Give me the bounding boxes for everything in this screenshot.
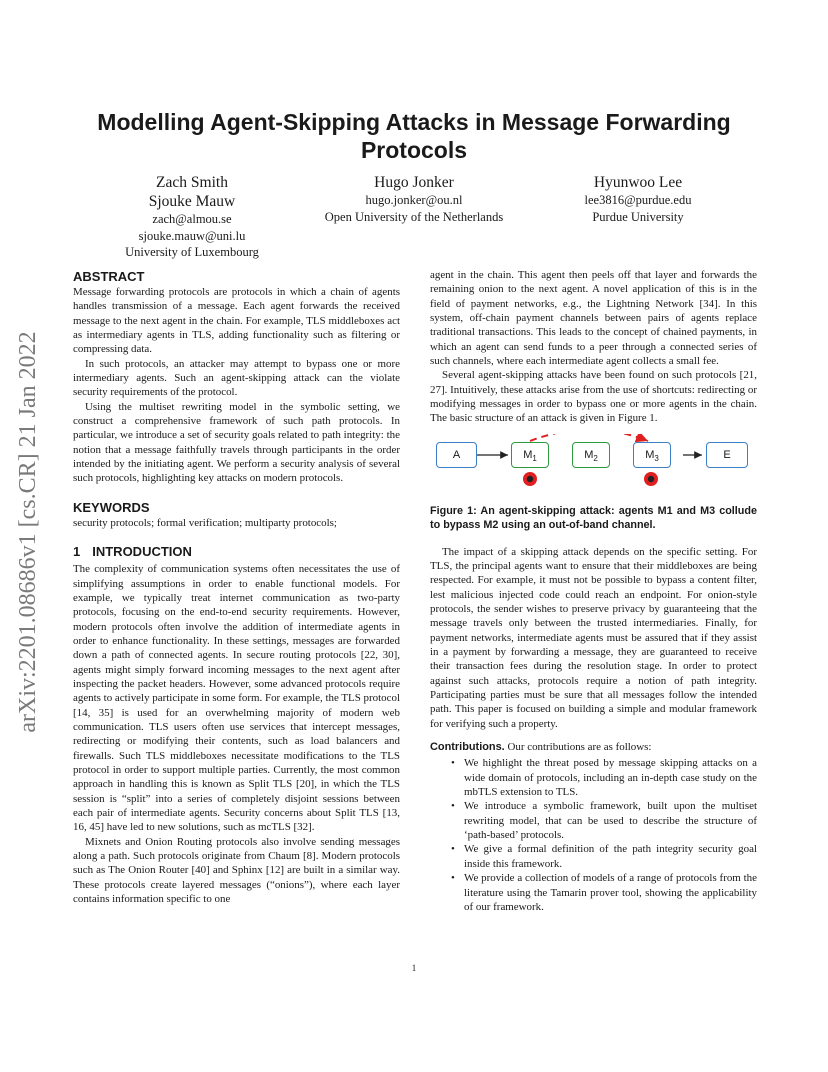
paper-title	[60, 108, 768, 164]
node-m2: $M_2$	[572, 442, 610, 468]
author-affiliation: Open University of the Netherlands	[324, 209, 504, 224]
node-a: A	[436, 442, 477, 468]
section-number: 1	[73, 544, 81, 560]
body-paragraph: agent in the chain. This agent then peels off that layer and forwards the remaining onion to the next agent. A novel application of this is in the field of payment networks, e.g., the Lightning Network [34]. In this system, off-chain payment channels between pairs of agents replace traditional transactions. This leads to the concept of chained payments, in which an agent can send funds to a peer through a connected series of such channels, where each intermediate agent collects a small fee.	[430, 269, 757, 368]
keywords-text: security protocols; formal verification; multiparty protocols;	[73, 516, 337, 529]
list-item: • We highlight the threat posed by message skipping attacks on a wide domain of protocols, including an in-depth case study on the mbTLS extension to TLS.	[464, 756, 757, 799]
figure-caption: Figure 1: An agent-skipping attack: agents M1 and M3 collude to bypass M2 using an out-of-band channel.	[430, 504, 757, 532]
author-email: hugo.jonker@ou.nl	[365, 193, 463, 207]
node-e: E	[706, 442, 748, 468]
author-email: lee3816@purdue.edu	[584, 193, 692, 207]
page-number: 1	[411, 963, 417, 973]
author-block-2	[300, 173, 528, 225]
author-name: Hyunwoo Lee	[593, 174, 683, 191]
contributions-intro: Our contributions are as follows:	[507, 741, 652, 754]
author-affiliation: Purdue University	[592, 209, 684, 224]
node-m3: $M_3$	[633, 442, 671, 468]
body-paragraph: Several agent-skipping attacks have been found on such protocols [21, 27]. Intuitively, these attacks arise from the use of shortcuts: redirecting or modifying messages in order to bypass one or more agents in the chain. The basic structure of an attack is given in Figure 1.	[430, 369, 757, 425]
section-title: INTRODUCTION	[92, 544, 192, 560]
skip-arrow	[530, 434, 648, 441]
author-name: Sjouke Mauw	[148, 193, 236, 210]
list-item: • We give a formal definition of the path integrity security goal inside this framework.	[464, 842, 757, 871]
intro-paragraph: The complexity of communication systems often necessitates the use of simplifying assumptions in order to enable functional models. For example, we typically treat internet communication as two-party protocols, focusing on the end-to-end security requirements. However, modern protocols often involve the addition of intermediate agents in order to enhance functionality. In these settings, messages are forwarded down a path of connected agents. In secure routing protocols [22, 30], agents might simply forward incoming messages to the next agent after inspecting the packet headers. However, some advanced protocols require agents to actively participate in some form. For example, the TLS protocol [14, 35] is used for an overwhelming majority of modern web communication. TLS users often use services that intercept messages, redirecting or modifying their contents, such as load balancers and firewalls. Such TLS middleboxes necessitate modifications to the TLS protocol in order to support multiple parties. Currently, the most common approach in handling this is known as Split TLS [20], in which the TLS session is “split” into a series of completely disjoint sessions between each pair of intermediate agents. Security concerns about Split TLS [13, 16, 45] have led to new solutions, such as mcTLS [32].	[73, 563, 400, 834]
section-heading	[73, 543, 400, 560]
body-paragraph: The impact of a skipping attack depends on the specific setting. For TLS, the principal agents want to ensure that their middleboxes are being respected. For example, it must not be possible to bypass a content filter, lest malicious injected code could reach an endpoint. For onion-style protocols, the sender wishes to preserve privacy by guaranteeing that the message travels only between the trusted intermediaries. Finally, for payment networks, intermediate agents must be assured that if they assist in a payment by forwarding a message, they are guaranteed to receive their transaction fees during the resolution stage. In order to protect against such attacks, protocols require a notion of path integrity. Participating parties must be sure that all messages follow the intended path. This paper is focused on building a simple and modular framework for verifying such a property.	[430, 545, 757, 730]
author-affiliation: University of Luxembourg	[125, 245, 259, 259]
author-name: Hugo Jonker	[374, 174, 454, 191]
abstract-paragraph: Message forwarding protocols are protocols in which a chain of agents handles transmission of a message. Each agent forwards the received message to the next agent in the chain. For example, TLS middleboxes act as intermediary agents in TLS, adding functionality such as filtering or compressing data.	[73, 286, 400, 356]
intro-paragraph: Mixnets and Onion Routing protocols also involve sending messages along a path. Such protocols originate from Chaum [8]. Modern protocols such as The Onion Router [40] and Sphinx [12] are built in a similar way. These protocols create layered messages (“onions”), where each layer contains information specific to one	[73, 835, 400, 906]
node-m1: $M_1$	[511, 442, 549, 468]
left-column	[73, 268, 400, 906]
author-block-1	[108, 173, 276, 261]
author-block-3	[560, 173, 716, 225]
title-line-2: Protocols	[360, 137, 468, 163]
keywords-heading: KEYWORDS	[73, 499, 150, 515]
contributions-label: Contributions.	[430, 741, 505, 754]
list-item: • We provide a collection of models of a range of protocols from the literature using the Tamarin prover tool, showing the applicability of our framework.	[464, 871, 757, 914]
arxiv-stamp: arXiv:2201.08686v1 [cs.CR] 21 Jan 2022	[15, 331, 41, 733]
author-email: sjouke.mauw@uni.lu	[138, 228, 246, 243]
abstract-heading: ABSTRACT	[73, 269, 145, 284]
contributions-list	[430, 756, 757, 914]
author-email: zach@almou.se	[152, 212, 232, 226]
abstract-paragraph: In such protocols, an attacker may attempt to bypass one or more intermediary agents. Such an agent-skipping attack can the violate security requirements of the protocol.	[73, 357, 400, 399]
right-column	[430, 268, 757, 914]
abstract-paragraph: Using the multiset rewriting model in the symbolic setting, we construct a comprehensive framework of such path protocols. In particular, we introduce a set of security goals related to path integrity: the notion that a message faithfully travels through participants in the order intended by the initiating agent. We perform a security analysis of several such protocols, highlighting key attacks on modern protocols.	[73, 400, 400, 485]
author-name: Zach Smith	[156, 174, 228, 191]
contributions-lead	[430, 740, 757, 754]
figure-1	[430, 434, 757, 494]
list-item: • We introduce a symbolic framework, built upon the multiset rewriting model, that can be used to describe the structure of ‘path-based’ protocols.	[464, 799, 757, 842]
title-line-1: Modelling Agent-Skipping Attacks in Message Forwarding	[97, 109, 731, 135]
